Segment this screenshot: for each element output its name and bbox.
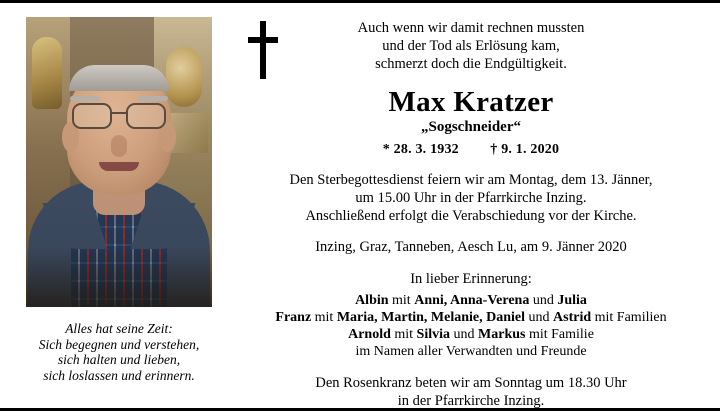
verse-intro-line-2: und der Tod als Erlösung kam, (382, 38, 560, 54)
service-line-1: Den Sterbegottesdienst feiern wir am Montag, dem 13. Jänner, (289, 172, 653, 188)
cross-horizontal-bar (248, 37, 278, 43)
photo-overlay (26, 17, 212, 307)
family-row-2-name-3: Astrid (553, 310, 592, 325)
portrait-photo (26, 17, 212, 307)
family-row-1-name-1: Albin (355, 293, 389, 308)
verse-intro-line-1: Auch wenn wir damit rechnen mussten (357, 20, 585, 36)
deceased-name: Max Kratzer (388, 86, 554, 118)
deceased-nickname: „Sogschneider“ (420, 119, 521, 135)
photo-caption-line-3: sich halten und lieben, (57, 352, 181, 367)
family-row-2-sep-1: mit (311, 310, 337, 325)
verse-intro (240, 19, 702, 73)
rosary-line-1: Den Rosenkranz beten wir am Sonntag um 18.30 Uhr (315, 375, 627, 391)
service-line-2: um 15.00 Uhr in der Pfarrkirche Inzing. (355, 190, 587, 206)
family-row-3-sep-1: mit (390, 327, 417, 342)
rosary-info (240, 374, 702, 410)
family-row-1 (240, 292, 702, 309)
family-row-3-sep-2: und (450, 327, 479, 342)
cross-vertical-bar (260, 21, 266, 79)
family-row-3 (240, 326, 702, 343)
family-row-3-name-3: Markus (478, 327, 526, 342)
family-list (240, 292, 702, 360)
life-dates (240, 142, 702, 158)
text-column (232, 3, 720, 408)
funeral-service-info (240, 171, 702, 225)
rosary-line-2: in der Pfarrkirche Inzing. (397, 393, 545, 409)
family-row-1-sep-2: und (529, 293, 558, 308)
photo-caption-line-2: Sich begegnen und verstehen, (38, 336, 200, 352)
family-row-2 (240, 309, 702, 326)
family-row-2-name-2: Maria, Martin, Melanie, Daniel (336, 310, 526, 325)
portrait-column (0, 3, 232, 408)
family-row-1-sep-1: mit (388, 293, 415, 308)
family-row-1-name-2: Anni, Anna-Verena (414, 293, 530, 308)
family-row-2-tail: mit Familien (591, 310, 667, 325)
photo-caption (39, 321, 199, 383)
death-date: † 9. 1. 2020 (490, 142, 560, 157)
family-row-3-name-2: Silvia (416, 327, 451, 342)
family-row-2-sep-2: und (525, 310, 554, 325)
memory-heading: In lieber Erinnerung: (410, 271, 532, 287)
birth-date: * 28. 3. 1932 (382, 142, 459, 157)
family-row-3-tail: mit Familie (525, 327, 594, 342)
photo-caption-line-1: Alles hat seine Zeit: (65, 321, 173, 336)
family-row-1-name-3: Julia (557, 293, 587, 308)
cross-icon (248, 21, 278, 79)
verse-intro-line-3: schmerzt doch die Endgültigkeit. (375, 56, 567, 72)
family-closing-line: im Namen aller Verwandten und Freunde (355, 344, 587, 359)
service-line-3: Anschließend erfolgt die Verabschiedung vor der Kirche. (305, 208, 637, 224)
photo-caption-line-4: sich loslassen und erinnern. (43, 367, 195, 383)
places-and-date: Inzing, Graz, Tanneben, Aesch Lu, am 9. Jänner 2020 (315, 239, 627, 255)
family-row-3-name-1: Arnold (348, 327, 391, 342)
family-row-2-name-1: Franz (275, 310, 312, 325)
